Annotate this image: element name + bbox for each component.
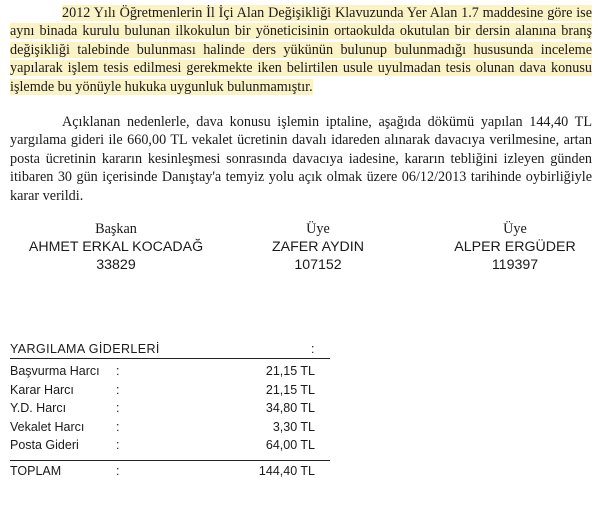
- cost-amount: 21,15 TL: [265, 364, 315, 378]
- decision-paragraph-1: [10, 4, 592, 96]
- cost-separator: :: [116, 419, 120, 434]
- decision-paragraph-2: [10, 113, 592, 205]
- cost-separator: :: [116, 438, 120, 452]
- total-amount: 144,40 TL: [258, 463, 315, 478]
- court-costs-table: [10, 340, 330, 480]
- cost-label: Karar Harcı: [10, 382, 74, 397]
- cost-amount: 21,15 TL: [265, 382, 315, 397]
- costs-heading-label: YARGILAMA GİDERLERİ: [10, 342, 160, 356]
- signature-name: ALPER ERGÜDER: [454, 239, 576, 255]
- cost-label: Y.D. Harcı: [10, 401, 67, 415]
- total-divider: [10, 460, 330, 461]
- cost-row: [10, 418, 330, 437]
- cost-separator: :: [116, 401, 120, 415]
- total-label: TOPLAM: [10, 463, 62, 478]
- total-separator: :: [116, 463, 120, 478]
- signature-name: ZAFER AYDIN: [272, 239, 364, 255]
- highlighted-text: 2012 Yılı Öğretmenlerin İl İçi Alan Değişikliği Klavuzunda Yer Alan 1.7 maddesine göre ise aynı binada kurulu bulunan ilkokulun bir yöneticisinin ortaokulda okutulan bir dersin alanına branş değişikliği talebinde bulunması halinde ders yükünün bulunup bulunmadığı hususunda inceleme yapılarak işlem tesis edilmesi gerekmekte iken belirtilen usule uyulmadan tesis olunan dava konusu işlemde bu yönüyle hukuka uygunluk bulunmamıştır.: [10, 5, 592, 95]
- signature-number: 107152: [294, 257, 342, 273]
- signature-block-president: [16, 220, 216, 274]
- cost-row: [10, 436, 330, 455]
- cost-row: [10, 381, 330, 400]
- cost-amount: 34,80 TL: [265, 401, 315, 415]
- signature-number: 33829: [96, 257, 136, 273]
- cost-label: Posta Gideri: [10, 438, 79, 452]
- cost-separator: :: [116, 364, 120, 378]
- cost-row: [10, 399, 330, 418]
- signature-block-member-2: [415, 220, 600, 274]
- signature-role: Üye: [503, 221, 527, 237]
- costs-heading: [10, 340, 330, 359]
- verdict-text: Açıklanan nedenlerle, dava konusu işlemin iptaline, aşağıda dökümü yapılan 144,40 TL yargılama gideri ile 660,00 TL vekalet ücretinin davalı idareden alınarak davacıya verilmesine, artan posta ücretinin kararın kesinleşmesi sonrasında davacıya iadesine, kararın tebliğini izleyen günden itibaren 30 gün içerisinde Danıştay'a temyiz yolu açık olmak üzere 06/12/2013 tarihinde oybirliğiyle karar verildi.: [10, 114, 592, 204]
- cost-amount: 64,00 TL: [265, 438, 315, 452]
- total-row: [10, 462, 330, 481]
- signature-name: AHMET ERKAL KOCADAĞ: [28, 239, 204, 255]
- signature-number: 119397: [491, 257, 539, 273]
- cost-label: Vekalet Harcı: [10, 419, 85, 434]
- signature-role: Üye: [306, 221, 330, 237]
- signature-block-member-1: [218, 220, 418, 274]
- costs-heading-colon: :: [311, 342, 315, 356]
- signature-role: Başkan: [95, 221, 137, 237]
- cost-separator: :: [116, 382, 120, 397]
- cost-label: Başvurma Harcı: [10, 364, 100, 378]
- cost-amount: 3,30 TL: [272, 419, 315, 434]
- cost-row: [10, 362, 330, 381]
